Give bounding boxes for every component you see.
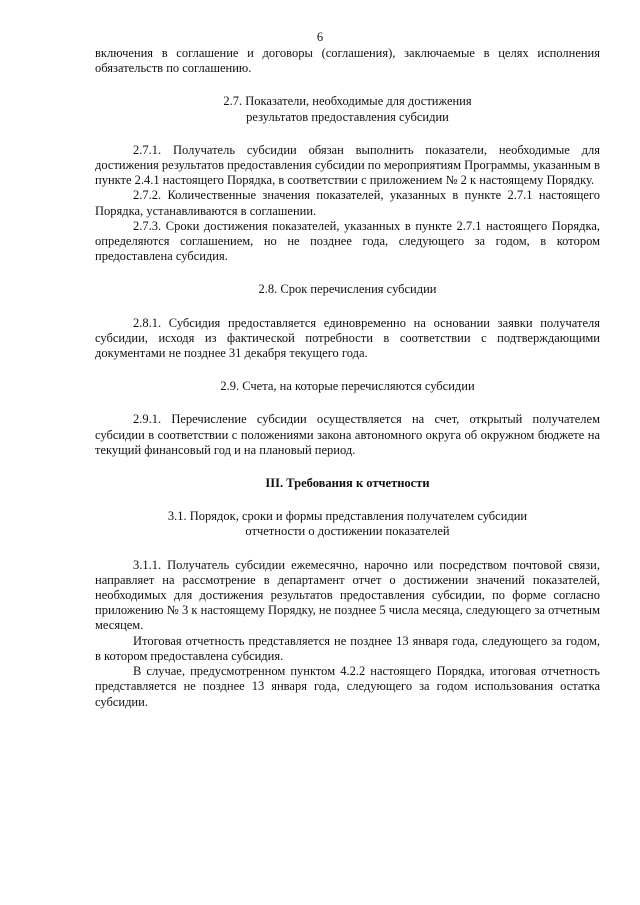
paragraph-case-4-2-2: В случае, предусмотренном пунктом 4.2.2 настоящего Порядка, итоговая отчетность представляется не позднее 13 января года, следующего за годом использования остатка субсидии. [95, 664, 600, 709]
intro-paragraph: включения в соглашение и договоры (соглашения), заключаемые в целях исполнения обязательств по соглашению. [95, 46, 600, 76]
section-3-1-heading-line2: отчетности о достижении показателей [245, 524, 450, 539]
section-2-7-heading-line2: результатов предоставления субсидии [246, 109, 449, 124]
paragraph-3-1-1: 3.1.1. Получатель субсидии ежемесячно, нарочно или посредством почтовой связи, направляет на рассмотрение в департамент отчет о достижении значений показателей, необходимых для достижения результатов предоставления субсидии, по форме согласно приложению № 3 к настоящему Порядку, не позднее 5 числа месяца, следующего за отчетным месяцем. [95, 557, 600, 633]
paragraph-2-8-1: 2.8.1. Субсидия предоставляется единовременно на основании заявки получателя субсидии, исходя из фактической потребности в соответствии с подтверждающими документами не позднее 31 декабря текущего года. [95, 315, 600, 361]
section-3-1-heading-line1: 3.1. Порядок, сроки и формы представления получателем субсидии [167, 509, 528, 524]
paragraph-2-7-1: 2.7.1. Получатель субсидии обязан выполнить показатели, необходимые для достижения результатов предоставления субсидии по мероприятиям Программы, указанным в пункте 2.4.1 настоящего Порядка, в соответствии с приложением № 2 к настоящему Порядку. [95, 142, 600, 188]
paragraph-2-9-1: 2.9.1. Перечисление субсидии осуществляется на счет, открытый получателем субсидии в соответствии с положениями закона автономного округа об окружном бюджете на текущий финансовый год и на плановый период. [95, 412, 600, 457]
paragraph-final-report: Итоговая отчетность представляется не позднее 13 января года, следующего за годом, в котором предоставлена субсидия. [95, 633, 600, 663]
section-2-7-heading-line1: 2.7. Показатели, необходимые для достижения [223, 94, 472, 109]
page-number: 6 [316, 30, 324, 44]
section-2-9-heading: 2.9. Счета, на которые перечисляются субсидии [220, 379, 475, 394]
paragraph-2-7-2: 2.7.2. Количественные значения показателей, указанных в пункте 2.7.1 настоящего Порядка, устанавливаются в соглашении. [95, 188, 600, 218]
section-2-8-heading: 2.8. Срок перечисления субсидии [258, 282, 437, 297]
paragraph-2-7-3: 2.7.3. Сроки достижения показателей, указанных в пункте 2.7.1 настоящего Порядка, определяются соглашением, но не позднее года, следующего за годом, в котором предоставлена субсидия. [95, 218, 600, 264]
section-3-heading: III. Требования к отчетности [265, 476, 430, 491]
document-body [95, 46, 600, 710]
